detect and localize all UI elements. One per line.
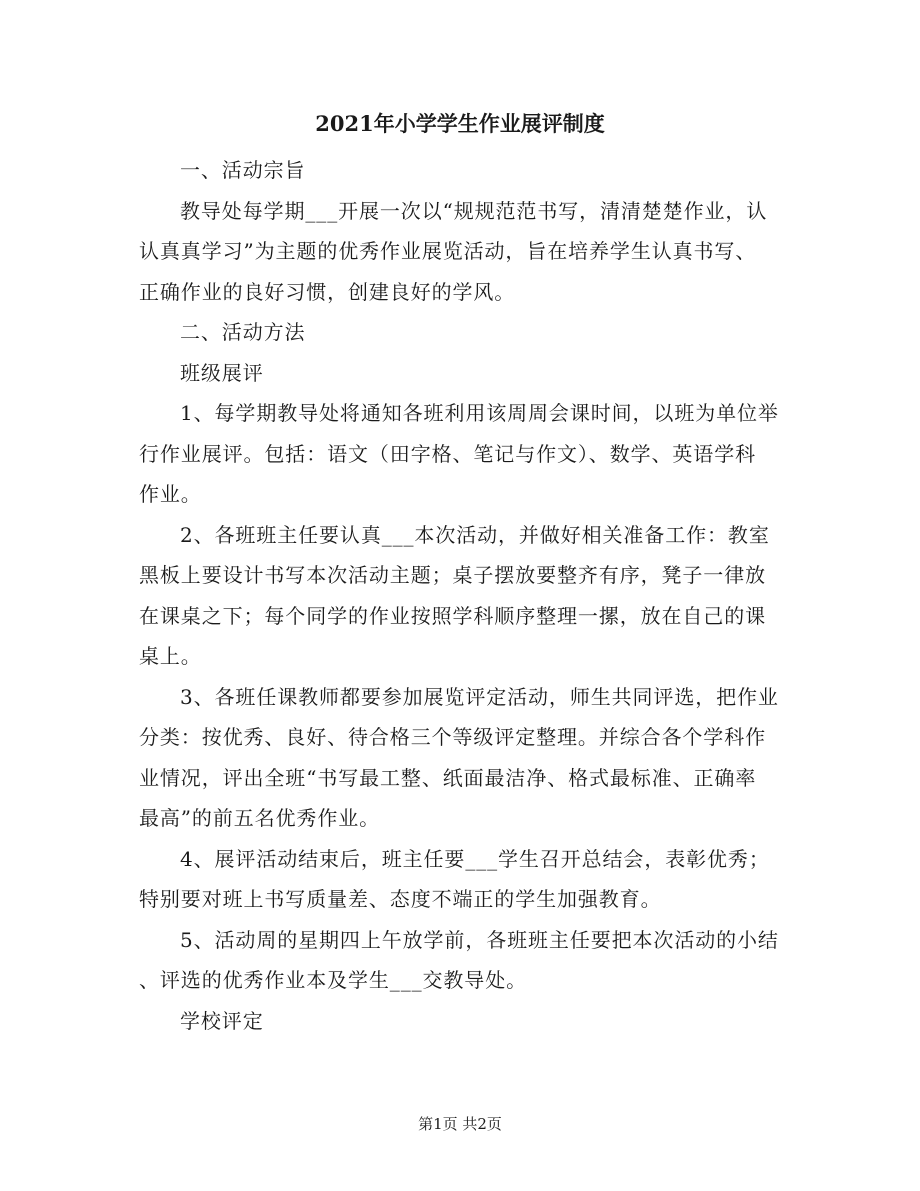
paragraph-line: 最高”的前五名优秀作业。 <box>139 806 381 830</box>
paragraph-line: 、评选的优秀作业本及学生___交教导处。 <box>139 968 527 992</box>
subsection-heading: 班级展评 <box>180 360 264 385</box>
paragraph-line: 教导处每学期___开展一次以“规规范范书写，清清楚楚作业，认 <box>180 198 768 223</box>
paragraph-line: 4、展评活动结束后，班主任要___学生召开总结会，表彰优秀； <box>180 846 770 871</box>
document-body <box>139 150 777 1041</box>
paragraph-line: 认真真学习”为主题的优秀作业展览活动，旨在培养学生认真书写、 <box>139 239 757 263</box>
page-number: 第1页 共2页 <box>418 1115 502 1133</box>
subsection-heading: 学校评定 <box>180 1008 264 1033</box>
paragraph-line: 正确作业的良好习惯，创建良好的学风。 <box>139 279 516 304</box>
paragraph-line: 黑板上要设计书写本次活动主题；桌子摆放要整齐有序，凳子一律放 <box>139 563 766 587</box>
section-heading: 二、活动方法 <box>180 320 306 344</box>
paragraph-line: 2、各班班主任要认真___本次活动，并做好相关准备工作：教室 <box>180 522 770 547</box>
paragraph-line: 3、各班任课教师都要参加展览评定活动，师生共同评选，把作业 <box>180 684 779 709</box>
section-heading: 一、活动宗旨 <box>180 158 306 182</box>
paragraph-line: 在课桌之下；每个同学的作业按照学科顺序整理一摞，放在自己的课 <box>139 603 766 628</box>
paragraph-line: 5、活动周的星期四上午放学前，各班班主任要把本次活动的小结 <box>180 927 779 952</box>
paragraph-line: 行作业展评。包括：语文（田字格、笔记与作文）、数学、英语学科 <box>139 441 756 466</box>
document-title: 2021年小学学生作业展评制度 <box>315 111 605 136</box>
paragraph-line: 业情况，评出全班“书写最工整、纸面最洁净、格式最标准、正确率 <box>139 765 757 790</box>
paragraph-line: 作业。 <box>139 482 202 506</box>
paragraph-line: 桌上。 <box>139 644 202 668</box>
paragraph-line: 1、每学期教导处将通知各班利用该周周会课时间，以班为单位举 <box>180 401 779 425</box>
paragraph-line: 特别要对班上书写质量差、态度不端正的学生加强教育。 <box>139 887 662 911</box>
paragraph-line: 分类：按优秀、良好、待合格三个等级评定整理。并综合各个学科作 <box>139 725 766 749</box>
